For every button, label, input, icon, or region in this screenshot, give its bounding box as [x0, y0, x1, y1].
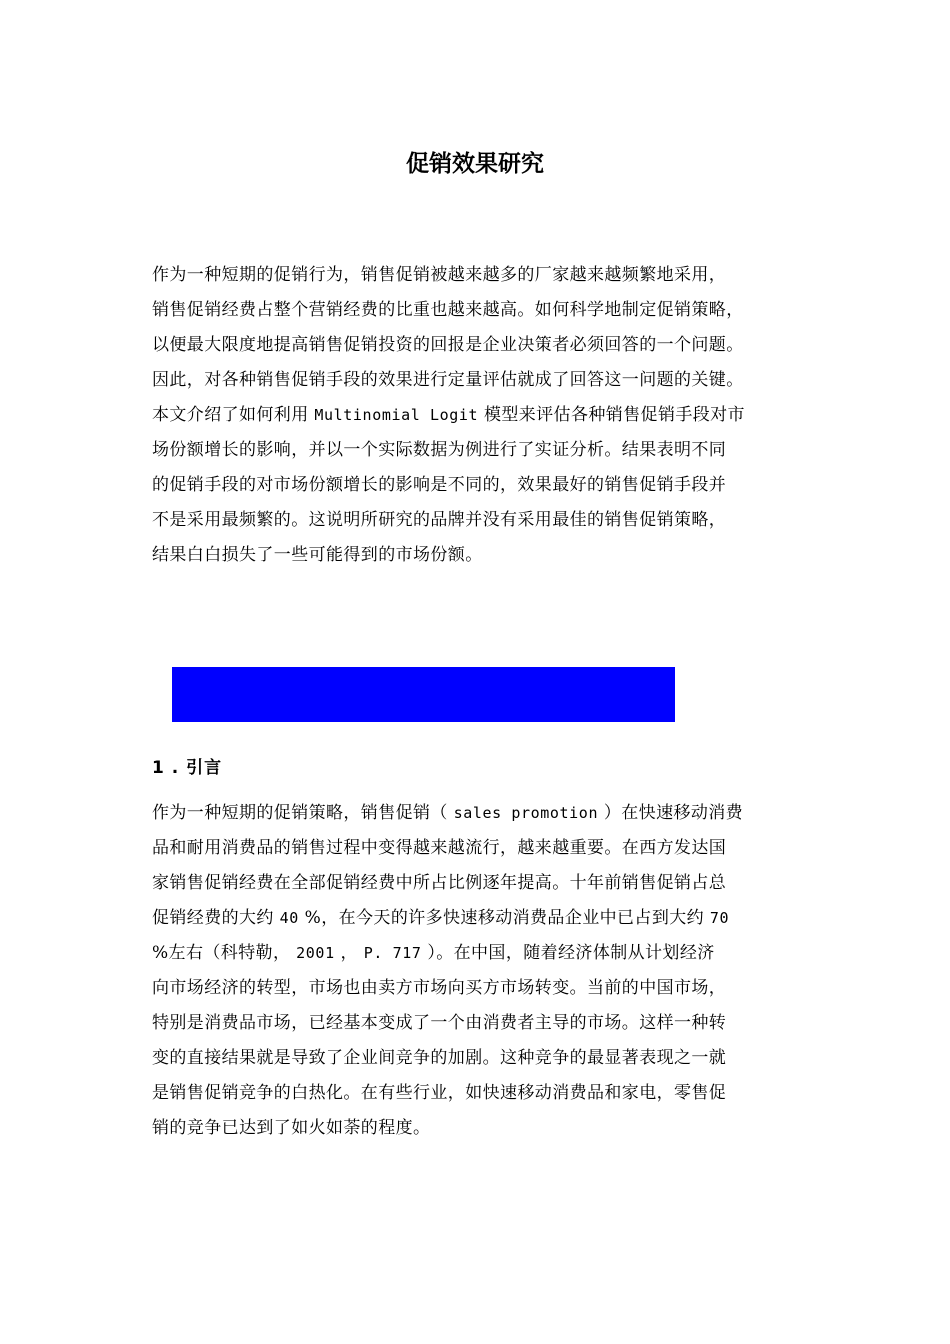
intro-line	[152, 866, 743, 901]
abstract-line	[152, 363, 745, 398]
abstract-line	[152, 398, 745, 433]
text-run: 促销经费的大约	[152, 908, 280, 928]
abstract-line	[152, 258, 745, 293]
number: 2001	[296, 944, 335, 962]
intro-line	[152, 1041, 743, 1076]
text-run: 以便最大限度地提高销售促销投资的回报是企业决策者必须回答的一个问题。	[152, 335, 744, 355]
text-run: 场份额增长的影响，并以一个实际数据为例进行了实证分析。结果表明不同	[152, 440, 727, 460]
model-name: Multinomial Logit	[314, 406, 479, 424]
text-run: 的促销手段的对市场份额增长的影响是不同的，效果最好的销售促销手段并	[152, 475, 727, 495]
abstract-line	[152, 433, 745, 468]
page-reference: P. 717	[363, 944, 422, 962]
abstract-line	[152, 293, 745, 328]
text-run: 变的直接结果就是导致了企业间竞争的加剧。这种竞争的最显著表现之一就	[152, 1048, 727, 1068]
text-run: ）。在中国，随着经济体制从计划经济	[421, 943, 715, 963]
text-run: ）在快速移动消费	[598, 803, 744, 823]
text-run: 作为一种短期的促销行为，销售促销被越来越多的厂家越来越频繁地采用，	[152, 265, 727, 285]
intro-paragraph	[152, 796, 743, 1146]
abstract-line	[152, 538, 745, 573]
text-run: ，	[334, 943, 364, 963]
document-title: 促销效果研究	[406, 151, 544, 177]
intro-line	[152, 1006, 743, 1041]
text-run: %，在今天的许多快速移动消费品企业中已占到大约	[298, 908, 710, 928]
section-heading: 1 . 引言	[152, 758, 223, 778]
text-run: 家销售促销经费在全部促销经费中所占比例逐年提高。十年前销售促销占总	[152, 873, 727, 893]
text-run: 品和耐用消费品的销售过程中变得越来越流行，越来越重要。在西方发达国	[152, 838, 727, 858]
text-run: 特别是消费品市场，已经基本变成了一个由消费者主导的市场。这样一种转	[152, 1013, 727, 1033]
text-run: 因此，对各种销售促销手段的效果进行定量评估就成了回答这一问题的关键。	[152, 370, 744, 390]
text-run: 本文介绍了如何利用	[152, 405, 315, 425]
intro-line	[152, 1111, 743, 1146]
abstract-line	[152, 468, 745, 503]
text-run: 是销售促销竞争的白热化。在有些行业，如快速移动消费品和家电，零售促	[152, 1083, 727, 1103]
intro-line	[152, 901, 743, 936]
text-run: %左右（科特勒，	[152, 943, 297, 963]
text-run: 结果白白损失了一些可能得到的市场份额。	[152, 545, 483, 565]
text-run: 销售促销经费占整个营销经费的比重也越来越高。如何科学地制定促销策略，	[152, 300, 744, 320]
blue-banner	[172, 667, 675, 722]
abstract-paragraph	[152, 258, 745, 573]
intro-line	[152, 971, 743, 1006]
text-run: 向市场经济的转型，市场也由卖方市场向买方市场转变。当前的中国市场，	[152, 978, 727, 998]
abstract-line	[152, 328, 745, 363]
intro-line	[152, 1076, 743, 1111]
text-run: 作为一种短期的促销策略，销售促销（	[152, 803, 454, 823]
intro-line	[152, 936, 743, 971]
intro-line	[152, 796, 743, 831]
text-run: 不是采用最频繁的。这说明所研究的品牌并没有采用最佳的销售促销策略，	[152, 510, 727, 530]
number: 40	[279, 909, 299, 927]
abstract-line	[152, 503, 745, 538]
english-term: sales promotion	[453, 804, 599, 822]
number: 70	[709, 909, 730, 927]
text-run: 销的竞争已达到了如火如荼的程度。	[152, 1118, 431, 1138]
text-run: 模型来评估各种销售促销手段对市	[478, 405, 745, 425]
intro-line	[152, 831, 743, 866]
